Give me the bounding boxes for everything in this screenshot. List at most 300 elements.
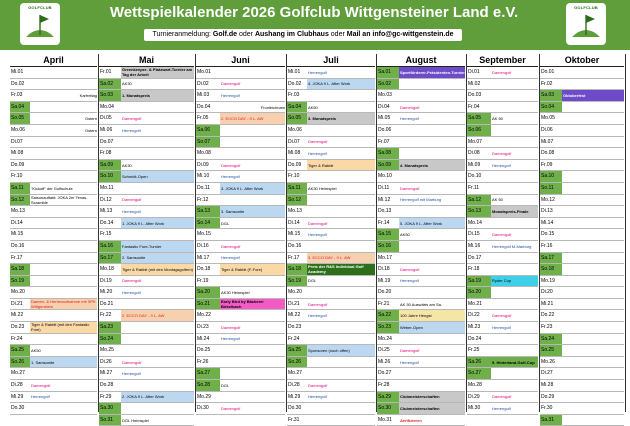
day-label: Mi.15 xyxy=(288,231,301,238)
day-label: Fr.07 xyxy=(378,138,390,145)
event-entry: Damengolf xyxy=(492,313,512,319)
day-row xyxy=(287,380,375,392)
day-label: So.12 xyxy=(10,195,30,206)
day-row xyxy=(287,368,375,380)
day-label: Mo.20 xyxy=(288,289,302,296)
event-entry: Herrengolf xyxy=(221,336,240,342)
day-row xyxy=(377,334,465,346)
day-label: Fr.15 xyxy=(100,231,112,238)
event-entry: AK 50 Auswärts am Sa. xyxy=(400,301,443,307)
day-row xyxy=(10,392,97,404)
day-label: So.26 xyxy=(287,357,307,368)
day-label: Do.14 xyxy=(100,219,114,226)
day-row xyxy=(99,90,194,102)
day-row xyxy=(196,310,285,322)
event-entry: 4. Monatspreis xyxy=(399,160,465,171)
day-row xyxy=(467,276,538,288)
event-entry: Damengolf xyxy=(400,185,420,191)
day-label: So.14 xyxy=(196,218,220,229)
registration-text-part: Aushang im Clubhaus xyxy=(254,31,329,38)
day-row xyxy=(10,67,97,79)
registration-text-part: Golf.de xyxy=(212,31,238,38)
event-entry: DGL xyxy=(221,220,230,226)
day-label: Di.19 xyxy=(100,277,112,284)
day-label: Do.17 xyxy=(468,254,482,261)
event-entry: Monatspreis-Finale xyxy=(491,206,538,217)
day-row xyxy=(377,322,465,334)
day-label: Do.08 xyxy=(541,150,555,157)
day-label: Sa.06 xyxy=(196,125,220,136)
day-row xyxy=(99,137,194,149)
event-entry: 3. Monatspreis xyxy=(307,113,375,124)
month-column xyxy=(99,54,194,426)
day-row xyxy=(287,160,375,172)
day-row xyxy=(99,368,194,380)
day-row xyxy=(467,403,538,415)
day-label: Mi.28 xyxy=(541,382,554,389)
day-row xyxy=(10,253,97,265)
day-label: Mo.26 xyxy=(541,358,555,365)
day-row xyxy=(196,160,285,172)
day-label: Di.26 xyxy=(100,358,112,365)
event-entry: Weber-Open xyxy=(399,322,465,333)
day-row xyxy=(377,392,465,404)
day-row xyxy=(99,171,194,183)
day-label: Do.27 xyxy=(378,370,392,377)
day-row xyxy=(377,415,465,426)
day-row xyxy=(196,206,285,218)
day-label: Do.24 xyxy=(468,335,482,342)
day-row xyxy=(377,310,465,322)
day-label: Do.23 xyxy=(11,324,25,331)
day-label: Mo.01 xyxy=(197,69,211,75)
day-row xyxy=(287,206,375,218)
day-label: So.02 xyxy=(377,79,399,90)
day-label: Sa.16 xyxy=(99,241,121,252)
day-label: Do.21 xyxy=(100,300,114,307)
day-label: Mo.12 xyxy=(541,196,555,203)
day-label: Mi.02 xyxy=(468,80,481,87)
event-entry: Damen- & Herrenaufnahme mit SPK Wittgenstein xyxy=(31,299,96,310)
day-label: Fr.04 xyxy=(468,103,480,110)
day-row xyxy=(377,183,465,195)
day-row xyxy=(10,241,97,253)
event-entry: Herrengolf xyxy=(308,69,327,75)
day-label: Fr.18 xyxy=(468,266,480,273)
day-label: Sa.08 xyxy=(377,148,399,159)
day-label: So.10 xyxy=(99,171,121,182)
event-entry: 1. Monatspreis xyxy=(121,90,194,101)
event-entry: 100 Jahre Hengst xyxy=(399,310,465,321)
day-label: Do.22 xyxy=(541,312,555,319)
day-label: Mi.29 xyxy=(288,393,301,400)
day-row xyxy=(287,137,375,149)
day-row xyxy=(196,183,285,195)
day-row xyxy=(287,392,375,404)
registration-text-part: Mail an info@gc-wittgenstein.de xyxy=(346,31,454,38)
day-row xyxy=(10,322,97,334)
day-label: Mi.22 xyxy=(11,312,24,319)
day-label: Mi.08 xyxy=(11,150,24,157)
day-label: Sa.22 xyxy=(377,310,399,321)
event-entry: Preis der R&S Individual Golf Academy xyxy=(307,264,375,275)
day-row xyxy=(467,345,538,357)
day-label: Mo.20 xyxy=(11,289,25,296)
day-row xyxy=(10,380,97,392)
day-label: So.23 xyxy=(377,322,399,333)
day-row xyxy=(99,229,194,241)
event-entry: Herrengolf xyxy=(221,255,240,261)
day-label: Do.29 xyxy=(541,393,555,400)
day-label: Mo.28 xyxy=(468,382,482,389)
event-entry: AK30 xyxy=(122,162,132,168)
day-row xyxy=(377,287,465,299)
event-entry: Damengolf xyxy=(122,116,142,122)
day-row xyxy=(287,148,375,160)
day-label: Di.11 xyxy=(378,184,390,191)
day-row xyxy=(99,79,194,91)
day-row xyxy=(196,299,285,311)
day-label: Mi.19 xyxy=(378,277,391,284)
day-row xyxy=(99,380,194,392)
day-row xyxy=(467,310,538,322)
day-row xyxy=(287,171,375,183)
day-row xyxy=(287,195,375,207)
event-entry: 5. Hinterland-Golf-Cup xyxy=(491,357,538,368)
month-column xyxy=(467,54,538,415)
day-label: Mi.01 xyxy=(288,69,301,75)
header-bar xyxy=(0,0,630,50)
day-label: Sa.18 xyxy=(287,264,307,275)
day-row xyxy=(467,357,538,369)
event-entry: Fronleichnam xyxy=(260,104,285,110)
day-label: Mo.07 xyxy=(468,138,482,145)
day-label: Fr.24 xyxy=(11,335,23,342)
day-row xyxy=(540,67,624,79)
day-label: Di.25 xyxy=(378,347,390,354)
day-row xyxy=(540,218,624,230)
event-entry: Damengolf xyxy=(308,382,328,388)
day-row xyxy=(196,137,285,149)
month-header: Juni xyxy=(196,54,285,67)
day-label: Di.20 xyxy=(541,289,553,296)
day-row xyxy=(99,357,194,369)
day-label: Di.28 xyxy=(11,382,23,389)
day-label: Fr.09 xyxy=(541,161,553,168)
day-label: Sa.30 xyxy=(99,403,121,414)
day-label: Mo.13 xyxy=(288,208,302,215)
event-entry: Herrengolf xyxy=(122,290,141,296)
day-label: Di.07 xyxy=(11,138,23,145)
day-label: Mo.04 xyxy=(100,103,114,110)
day-row xyxy=(377,380,465,392)
day-label: Di.22 xyxy=(468,312,480,319)
event-entry: Saisonauftakt: JOKA 2er Texas-Scramble xyxy=(31,194,88,205)
day-label: Mo.27 xyxy=(11,370,25,377)
day-label: So.09 xyxy=(377,160,399,171)
day-row xyxy=(10,299,97,311)
event-entry: Damengolf xyxy=(221,162,241,168)
day-label: Sa.12 xyxy=(467,195,491,206)
day-label: Mo.18 xyxy=(100,266,114,273)
day-row xyxy=(196,79,285,91)
day-label: Sa.05 xyxy=(467,113,491,124)
day-label: Sa.31 xyxy=(540,415,562,426)
day-label: Mo.21 xyxy=(468,300,482,307)
day-row xyxy=(540,241,624,253)
event-entry: Herrengolf xyxy=(122,208,141,214)
day-row xyxy=(540,137,624,149)
day-label: Di.06 xyxy=(541,126,553,133)
day-row xyxy=(467,125,538,137)
event-entry: 3. ECCO DAY - 9 L. AW xyxy=(307,253,375,264)
day-label: So.19 xyxy=(10,276,30,287)
day-row xyxy=(377,90,465,102)
day-row xyxy=(467,218,538,230)
day-row xyxy=(99,160,194,172)
day-row xyxy=(377,125,465,137)
day-row xyxy=(467,183,538,195)
day-row xyxy=(99,113,194,125)
day-label: Do.23 xyxy=(288,324,302,331)
day-label: Di.04 xyxy=(378,103,390,110)
day-label: So.06 xyxy=(467,125,491,136)
day-label: Do.09 xyxy=(288,161,302,168)
event-entry: 3. Samsonite xyxy=(220,206,285,217)
event-entry: Herrengolf xyxy=(308,313,327,319)
day-label: Mi.22 xyxy=(288,312,301,319)
day-label: Sa.11 xyxy=(10,183,30,194)
event-entry: AK30 Heimspiel xyxy=(221,290,250,296)
day-label: Mi.24 xyxy=(197,335,210,342)
day-label: Fr.03 xyxy=(288,92,300,99)
day-row xyxy=(10,218,97,230)
day-label: Mo.05 xyxy=(541,115,555,122)
day-label: Mi.29 xyxy=(11,393,24,400)
day-label: Fr.10 xyxy=(11,173,23,180)
day-row xyxy=(196,403,285,415)
day-label: Mi.21 xyxy=(541,300,554,307)
day-row xyxy=(10,183,97,195)
day-label: Mo.22 xyxy=(197,312,211,319)
day-label: Di.28 xyxy=(288,382,300,389)
event-entry: Damengolf xyxy=(221,324,241,330)
day-row xyxy=(196,368,285,380)
day-row xyxy=(377,67,465,79)
event-entry: "Kickoff" der Golfschule xyxy=(31,185,73,191)
event-entry: Damengolf xyxy=(308,139,328,145)
day-row xyxy=(377,171,465,183)
day-row xyxy=(377,195,465,207)
day-row xyxy=(540,253,624,265)
day-row xyxy=(10,403,97,415)
day-label: Do.13 xyxy=(378,208,392,215)
day-row xyxy=(467,102,538,114)
event-entry: Sponsoren (noch offen) xyxy=(307,345,375,356)
day-label: Fr.12 xyxy=(197,196,209,203)
day-row xyxy=(196,334,285,346)
month-header: Mai xyxy=(99,54,194,67)
day-label: Mi.26 xyxy=(378,358,391,365)
day-row xyxy=(540,310,624,322)
day-label: Mo.14 xyxy=(468,219,482,226)
day-label: Sa.29 xyxy=(377,392,399,403)
day-row xyxy=(377,206,465,218)
day-label: Di.09 xyxy=(197,161,209,168)
day-row xyxy=(196,195,285,207)
event-entry: AK30 xyxy=(122,81,132,87)
day-row xyxy=(10,229,97,241)
day-label: So.17 xyxy=(99,253,121,264)
day-row xyxy=(540,334,624,346)
event-entry: Aerifizieren xyxy=(400,417,422,423)
day-row xyxy=(10,137,97,149)
day-label: Fr.31 xyxy=(288,416,300,423)
day-row xyxy=(467,113,538,125)
day-label: Sa.27 xyxy=(196,368,220,379)
registration-info xyxy=(144,29,462,41)
day-row xyxy=(99,276,194,288)
golf-flag-icon xyxy=(24,11,56,41)
day-row xyxy=(196,229,285,241)
day-row xyxy=(377,218,465,230)
day-row xyxy=(540,392,624,404)
day-row xyxy=(287,90,375,102)
day-row xyxy=(540,380,624,392)
event-entry: Herrengolf xyxy=(31,394,50,400)
day-label: So.07 xyxy=(196,137,220,148)
day-row xyxy=(10,90,97,102)
day-label: Sa.10 xyxy=(540,171,562,182)
day-row xyxy=(10,102,97,114)
event-entry: Herrengolf xyxy=(400,116,419,122)
day-row xyxy=(287,287,375,299)
event-entry: Herrengolf xyxy=(308,394,327,400)
event-entry: Ostern xyxy=(84,116,97,122)
event-entry: Damengolf xyxy=(400,266,420,272)
day-row xyxy=(99,299,194,311)
event-entry: Damengolf xyxy=(122,278,142,284)
day-label: Di.01 xyxy=(468,69,480,75)
day-label: So.31 xyxy=(99,415,121,426)
day-row xyxy=(10,171,97,183)
day-label: Mi.23 xyxy=(468,324,481,331)
day-label: Do.30 xyxy=(288,405,302,412)
day-label: So.05 xyxy=(287,113,307,124)
day-label: Di.02 xyxy=(197,80,209,87)
day-label: Fr.26 xyxy=(197,358,209,365)
event-entry: Damengolf xyxy=(492,232,512,238)
month-header: September xyxy=(467,54,538,67)
day-label: Sa.02 xyxy=(99,79,121,90)
day-row xyxy=(196,322,285,334)
day-row xyxy=(287,276,375,288)
day-label: Fr.16 xyxy=(541,242,553,249)
day-label: Mi.06 xyxy=(100,126,113,133)
day-row xyxy=(377,276,465,288)
event-entry: Damengolf xyxy=(492,69,512,75)
day-label: Mo.25 xyxy=(100,347,114,354)
club-logo-right xyxy=(566,3,606,45)
day-row xyxy=(10,113,97,125)
day-label: Fr.17 xyxy=(11,254,23,261)
day-row xyxy=(196,125,285,137)
day-label: Di.13 xyxy=(541,208,553,215)
event-entry: Tiger & Rabbit (mit den Fantastic Fore) xyxy=(30,322,97,333)
month-header: Juli xyxy=(287,54,375,67)
day-label: So.12 xyxy=(287,195,307,206)
day-label: Mo.11 xyxy=(100,184,114,191)
event-entry: Herrengolf mit Marburg xyxy=(400,197,442,203)
event-entry: Karfreitag xyxy=(79,92,97,98)
day-row xyxy=(467,241,538,253)
day-row xyxy=(377,148,465,160)
day-row xyxy=(467,195,538,207)
day-label: Fr.30 xyxy=(541,405,553,412)
event-entry: 2. ECCO DAY - 9 L. AW xyxy=(220,113,285,124)
day-label: Di.12 xyxy=(100,196,112,203)
day-label: Do.07 xyxy=(100,138,114,145)
day-row xyxy=(196,102,285,114)
day-row xyxy=(99,67,194,79)
event-entry: Early Bird by Bäckerei Birkelbach xyxy=(220,299,285,310)
day-label: So.24 xyxy=(99,334,121,345)
day-label: Fr.29 xyxy=(100,393,112,400)
day-row xyxy=(10,160,97,172)
day-row xyxy=(287,125,375,137)
day-label: Mi.10 xyxy=(197,173,210,180)
day-label: Do.30 xyxy=(11,405,25,412)
month-column xyxy=(377,54,465,426)
day-label: Mi.30 xyxy=(468,405,481,412)
day-row xyxy=(10,264,97,276)
day-label: Do.25 xyxy=(197,347,211,354)
day-row xyxy=(467,253,538,265)
day-row xyxy=(377,79,465,91)
day-row xyxy=(99,415,194,426)
day-label: Fr.10 xyxy=(288,173,300,180)
day-label: Fr.25 xyxy=(468,347,480,354)
day-row xyxy=(540,322,624,334)
day-label: Fr.14 xyxy=(378,219,390,226)
day-label: Mo.10 xyxy=(378,173,392,180)
event-entry: AK 50 xyxy=(492,197,503,203)
day-label: So.27 xyxy=(467,368,491,379)
day-row xyxy=(540,90,624,102)
day-label: Di.07 xyxy=(288,138,300,145)
event-entry: Clubmeisterschaften xyxy=(399,392,465,403)
day-label: Mi.03 xyxy=(197,92,210,99)
day-row xyxy=(467,334,538,346)
day-row xyxy=(99,334,194,346)
day-row xyxy=(467,322,538,334)
day-label: Do.18 xyxy=(197,266,211,273)
event-entry: Damengolf xyxy=(122,197,142,203)
day-row xyxy=(196,380,285,392)
day-label: Sa.23 xyxy=(99,322,121,333)
day-row xyxy=(10,148,97,160)
day-row xyxy=(99,125,194,137)
day-label: Sa.15 xyxy=(377,229,399,240)
day-row xyxy=(196,241,285,253)
day-label: Fr.01 xyxy=(100,69,112,75)
day-row xyxy=(377,253,465,265)
day-row xyxy=(467,137,538,149)
event-entry: 4. JOKA 9 L. After Work xyxy=(307,79,375,90)
event-entry: 5. JOKA 9 L. After Work xyxy=(399,218,465,229)
day-row xyxy=(540,415,624,426)
day-label: Di.21 xyxy=(288,300,300,307)
